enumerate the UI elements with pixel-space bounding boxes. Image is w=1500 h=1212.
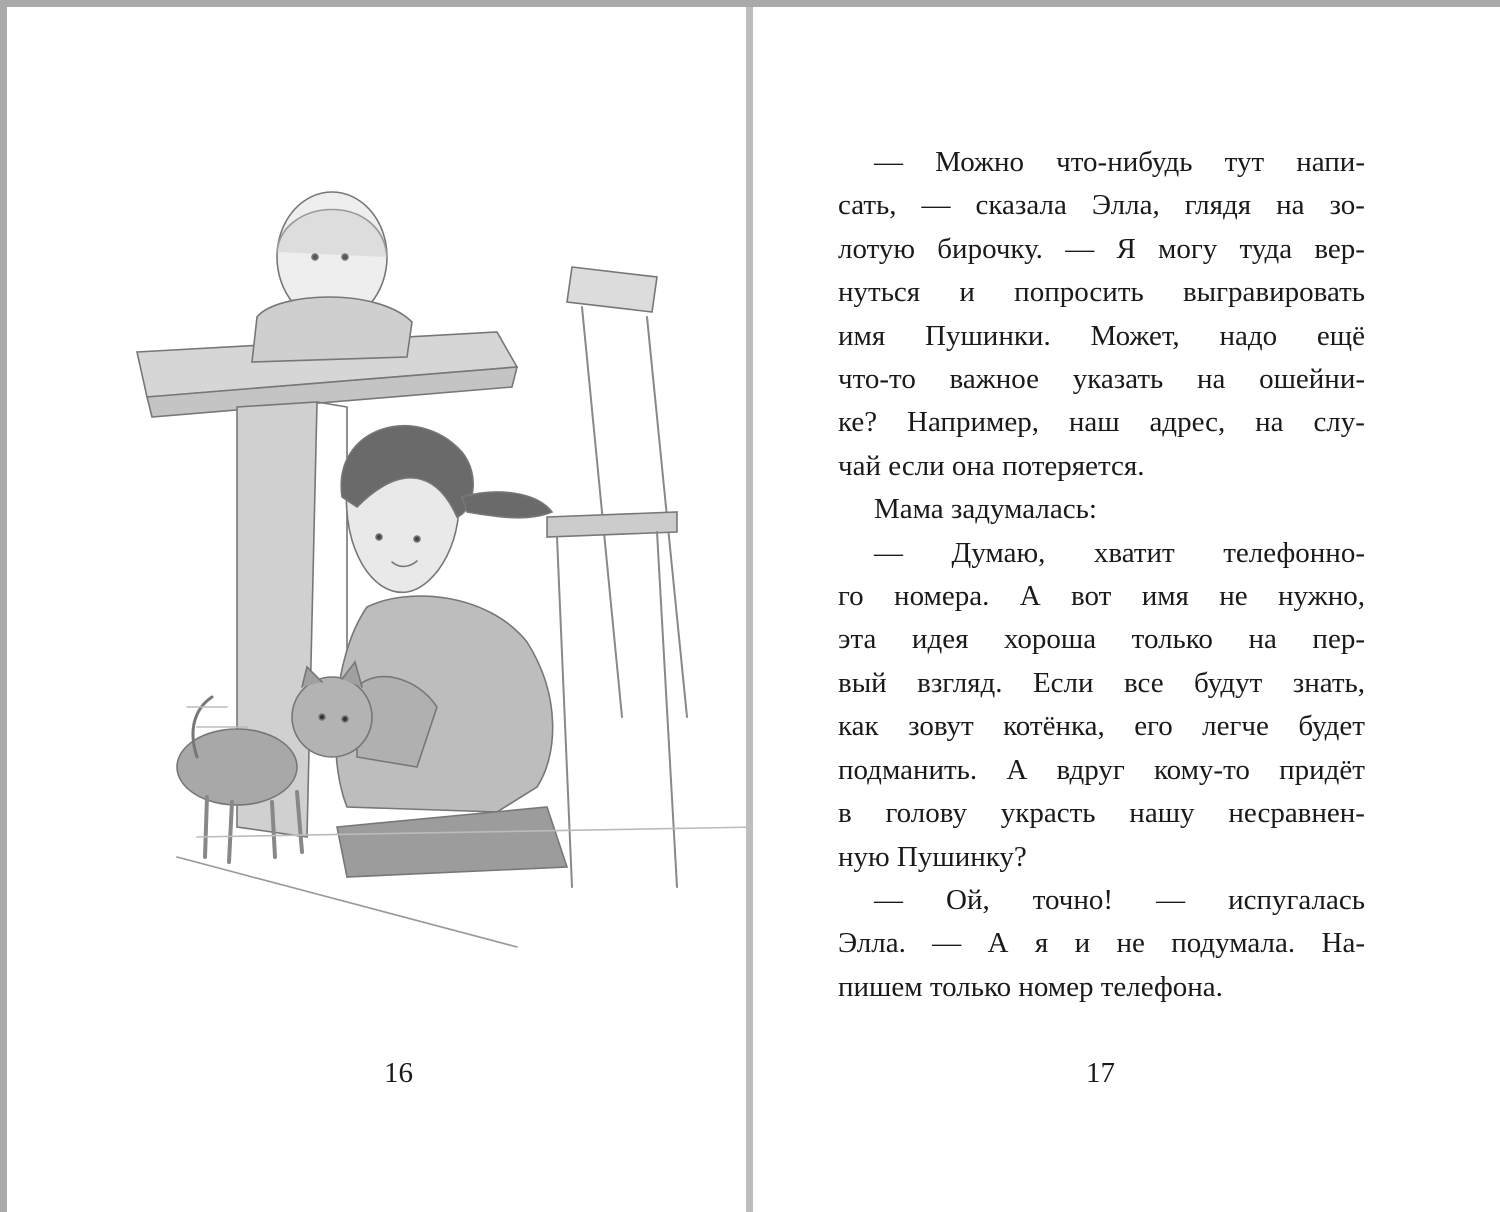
word: зо- [1329,189,1365,222]
word: лотую [838,232,916,265]
word: А [1019,580,1041,613]
word: Пушинки. [925,319,1051,352]
word: — [874,883,903,916]
page-number-left: 16 [384,1057,413,1089]
word: подумала. [1171,927,1296,960]
word: номера. [894,580,990,613]
word: важное [949,363,1040,396]
word: на [1196,363,1226,396]
word: на [1276,189,1305,222]
word: что-нибудь [1056,146,1193,178]
text-line [838,141,1365,184]
word: испугалась [1228,883,1365,916]
word: указать [1072,363,1164,396]
word: пер- [1312,623,1365,656]
word: зовут [908,710,974,743]
word: точно! [1032,883,1114,916]
word: Элла. [838,927,906,960]
word: сать, [838,189,897,222]
word: будет [1298,710,1365,743]
word: сказала [975,189,1067,222]
word: ошейни- [1259,363,1365,396]
book-gutter [746,7,753,1212]
word: как [838,710,879,743]
text-line [838,662,1365,705]
word: ке? [838,406,878,439]
word: нужно, [1278,580,1365,613]
illustration-girl-with-kitten [117,67,757,967]
word: придёт [1279,753,1365,786]
word: — [932,927,962,960]
text-line [838,792,1365,835]
word: Например, [907,406,1039,439]
word: выгравировать [1182,276,1365,309]
word: только [1131,623,1213,656]
word: идея [911,623,969,656]
word: Думаю, [951,536,1046,569]
text-line [838,228,1365,271]
right-page [753,7,1500,1212]
word: на [1248,623,1277,656]
word: телефонно- [1223,536,1365,569]
word: имя [1141,580,1189,613]
word: на [1255,406,1284,439]
word: Если [1032,666,1094,699]
word: могу [1158,232,1218,265]
word: глядя [1184,189,1252,222]
text-line [838,271,1365,314]
word: Элла, [1091,189,1160,222]
paragraph-1 [838,141,1365,488]
word: хороша [1003,623,1097,656]
word: Может, [1090,319,1180,352]
paragraph-4 [838,879,1365,1009]
word: легче [1202,710,1269,743]
word: напи- [1296,146,1365,178]
word: вдруг [1056,753,1125,786]
text-line [838,358,1365,401]
text-line [838,749,1365,792]
word: Ой, [946,883,990,916]
word: украсть [1000,797,1096,830]
word: Я [1116,232,1136,265]
text-line [838,879,1365,922]
word: — [1156,883,1186,916]
left-page [7,7,746,1212]
body-text [838,141,1365,1009]
text-line [838,184,1365,227]
word: вый [838,666,887,699]
word: знать, [1292,666,1365,699]
word: вот [1071,580,1112,613]
text-line [838,618,1365,661]
word: ещё [1316,319,1365,352]
word: его [1134,710,1173,743]
paragraph-2 [838,488,1365,531]
word: наш [1068,406,1120,439]
word: А [1006,753,1028,786]
word: Можно [935,146,1025,178]
word: имя [838,319,886,352]
text-line: Мама задумалась: [874,493,1097,526]
text-line: чай если она потеряется. [838,449,1145,482]
word: все [1123,666,1164,699]
word: вер- [1314,232,1365,265]
text-line [838,922,1365,965]
word: го [838,580,864,613]
word: бирочку. [937,232,1043,265]
word: — [874,146,903,178]
word: несравнен- [1228,797,1365,830]
word: будут [1194,666,1263,699]
page-number-right: 17 [1086,1057,1115,1089]
word: и [1074,927,1091,960]
text-line [838,315,1365,358]
word: голову [885,797,967,830]
word: На- [1321,927,1365,960]
text-line: пишем только номер телефона. [838,970,1223,1003]
word: нуться [838,276,921,309]
word: нашу [1129,797,1195,830]
word: — [921,189,951,222]
word: котёнка, [1003,710,1105,743]
word: кому-то [1154,753,1250,786]
word: подманить. [838,753,978,786]
word: адрес, [1149,406,1226,439]
word: не [1116,927,1145,960]
word: что-то [838,363,916,396]
word: я [1034,927,1049,960]
word: в [838,797,852,830]
text-line: ную Пушинку? [838,840,1027,873]
word: тут [1224,146,1265,178]
word: попросить [1014,276,1144,309]
word: А [987,927,1009,960]
word: — [874,536,903,569]
word: взгляд. [917,666,1003,699]
text-line [838,705,1365,748]
word: — [1065,232,1095,265]
paragraph-3 [838,532,1365,879]
text-line [838,575,1365,618]
word: хватит [1093,536,1175,569]
word: и [959,276,975,309]
word: слу- [1313,406,1365,439]
word: туда [1239,232,1293,265]
text-line [838,532,1365,575]
text-line [838,401,1365,444]
word: эта [838,623,877,656]
word: надо [1219,319,1278,352]
word: не [1219,580,1248,613]
